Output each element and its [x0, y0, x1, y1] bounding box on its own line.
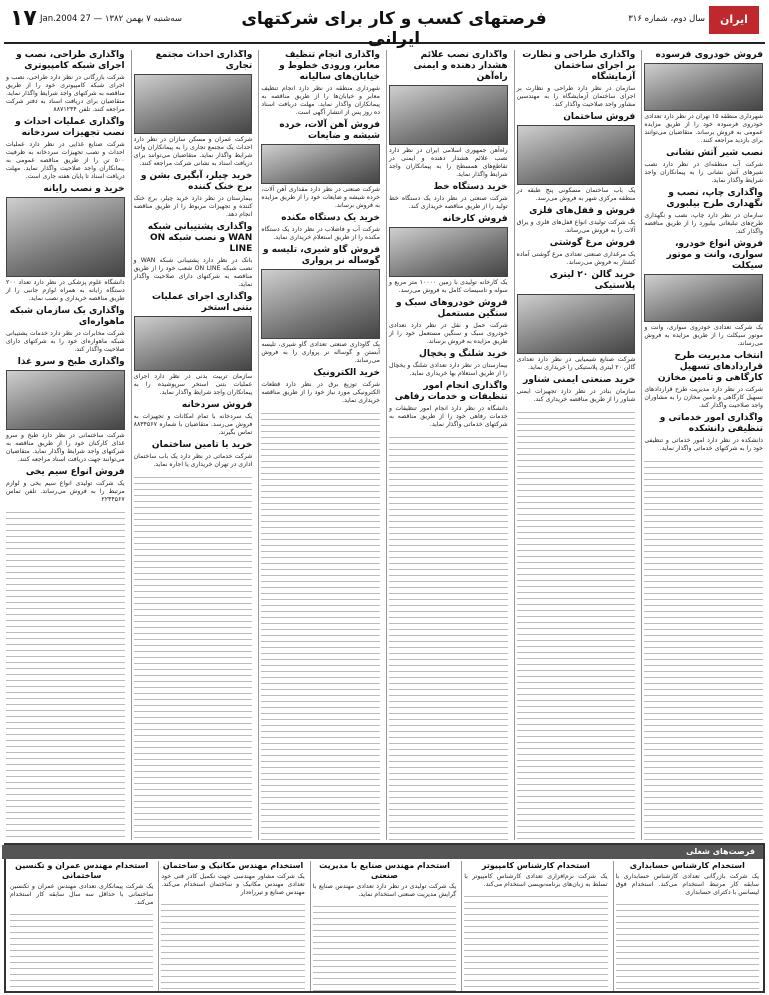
article-title: واگذاری طبخ و سرو غذا	[17, 357, 125, 367]
column	[641, 50, 765, 840]
article-title: خرید شلنگ و یخچال	[419, 349, 508, 359]
article-text: شرکت حمل و نقل در نظر دارد تعدادی خودروی سبک و سنگین مستعمل خود را از طریق مزایده به فروش برساند.	[388, 322, 508, 345]
article	[261, 120, 380, 210]
job-listing	[8, 861, 155, 991]
article	[644, 188, 763, 236]
article	[644, 351, 763, 410]
article-text: یک شرکت تولیدی انواع سیم یخی و لوازم مرتبط را به فروش می‌رساند. تلفن تماس ۲۲۳۴۵۶۷	[5, 480, 125, 503]
article	[134, 440, 253, 469]
article-text: شرکت صنعتی در نظر دارد یک دستگاه خط تولید را از طریق مناقصه خریداری کند.	[388, 195, 508, 210]
text-continuation	[464, 891, 607, 991]
article-text: دانشگاه علوم پزشکی در نظر دارد تعداد ۲۰۰ دستگاه رایانه به همراه لوازم جانبی را از طریق مناقصه خریداری و نصب نماید.	[5, 279, 125, 302]
article-title: فروش آهن آلات، خرده شیشه و ضایعات	[279, 120, 380, 141]
article-text: سازمان در نظر دارد چاپ، نصب و نگهداری طرح‌های تبلیغاتی بیلبورد را از طریق مناقصه واگذار کند.	[644, 212, 763, 235]
article-title: نصب شیر آتش نشانی	[666, 148, 763, 158]
article-title: فروش مرغ گوشتی	[549, 238, 636, 248]
article	[261, 245, 380, 365]
article-title: واگذاری عملیات احداث و نصب تجهیزات سردخانه	[15, 117, 125, 138]
page-number: ۱۷	[10, 6, 37, 31]
masthead-logo: ایران	[709, 6, 759, 34]
text-continuation	[161, 899, 304, 991]
article-text: دانشگاه در نظر دارد انجام امور تنظیفات و خدمات رفاهی خود را از طریق مناقصه به شرکتهای خدماتی واگذار نماید.	[388, 405, 508, 428]
job-title: استخدام مهندس مکانیک و ساختمان	[162, 861, 304, 870]
job-title: استخدام کارشناس حسابداری	[629, 861, 745, 870]
column	[131, 50, 255, 840]
article-text: سازمان بنادر در نظر دارد تجهیزات ایمنی شناور را از طریق مناقصه خریداری کند.	[516, 388, 636, 403]
article	[6, 467, 125, 504]
article-text: شرکت آب منطقه‌ای در نظر دارد نصب شیرهای آتش نشانی را به پیمانکاران واجد شرایط واگذار نماید.	[644, 161, 763, 184]
article-title: فروش انواع سیم یخی	[25, 467, 125, 477]
article-title: واگذاری نصب علائم هشدار دهنده و ایمنی راه‌آهن	[413, 50, 508, 82]
article	[261, 368, 380, 405]
job-text: یک شرکت مشاور مهندسی جهت تکمیل کادر فنی خود تعدادی مهندس مکانیک و ساختمان استخدام می‌کند. مهندس صنایع و تیرراه‌دار	[161, 873, 305, 896]
article-title: واگذاری یک سازمان شبکه ماهواره‌ای	[9, 306, 125, 327]
job-columns	[8, 861, 761, 991]
article-title: خرید چیلر، آبگیری بشن و برج خنک کننده	[140, 171, 253, 192]
article-text: یک شرکت تعدادی خودروی سواری، وانت و موتور سیکلت را از طریق مزایده به فروش می‌رساند.	[644, 324, 763, 347]
article-text: سازمان تربیت بدنی در نظر دارد اجرای عملیات بتنی استخر سرپوشیده را به پیمانکاران واجد شرایط واگذار نماید.	[133, 373, 253, 396]
article	[6, 306, 125, 354]
article-photo	[517, 294, 636, 354]
article	[389, 298, 508, 346]
article-text: شرکت صنایع شیمیایی در نظر دارد تعدادی گالن ۲۰ لیتری پلاستیکی را خریداری نماید.	[516, 356, 636, 371]
text-continuation	[261, 408, 380, 840]
job-listing	[158, 861, 306, 991]
article	[134, 292, 253, 397]
article-photo	[261, 144, 380, 184]
job-text: یک شرکت بازرگانی تعدادی کارشناس حسابداری با سابقه کار مرتبط استخدام می‌کند. استخدام فوق لیسانس با دکترای حسابداری	[615, 873, 759, 896]
article-title: فروش کارخانه	[442, 214, 508, 224]
article-title: واگذاری طراحی و نظارت بر اجرای ساختمان آزمایشگاه	[522, 50, 636, 82]
article-text: راه‌آهن جمهوری اسلامی ایران در نظر دارد نصب علائم هشدار دهنده و ایمنی در تقاطع‌های همسطح را به پیمانکاران واجد شرایط واگذار نماید.	[388, 147, 508, 178]
article	[517, 238, 636, 267]
article-text: یک گاوداری صنعتی تعدادی گاو شیری، تلیسه آبستن و گوساله نر پرواری را به فروش می‌رساند.	[261, 341, 380, 364]
article-title: واگذاری پشتیبانی شبکه WAN و نصب شبکه ON LINE	[147, 222, 253, 254]
article	[6, 50, 125, 114]
article	[134, 400, 253, 437]
article	[644, 413, 763, 453]
article	[644, 50, 763, 145]
article-text: بیمارستان در نظر دارد تعدادی شلنگ و یخچال را از طریق استعلام بها خریداری نماید.	[388, 362, 508, 377]
text-continuation	[517, 407, 636, 840]
article-text: دانشکده در نظر دارد امور خدماتی و تنظیفی خود را به شرکتهای خدماتی واگذار نماید.	[644, 437, 763, 452]
text-continuation	[313, 901, 456, 991]
article-title: خرید صنعتی ایمنی شناور	[523, 375, 636, 385]
article	[389, 214, 508, 295]
article-title: خرید یک دستگاه مکنده	[281, 213, 380, 223]
article-text: یک کارخانه تولیدی با زمین ۱۰۰۰۰ متر مربع و سوله و تاسیسات کامل به فروش می‌رسد.	[388, 279, 508, 294]
article-text: شرکت توزیع برق در نظر دارد قطعات الکترونیکی مورد نیاز خود را از طریق مناقصه خریداری نماید.	[261, 381, 380, 404]
column	[4, 50, 127, 840]
text-continuation	[616, 899, 759, 991]
article	[517, 375, 636, 404]
section-title: فرصتهای کسب و کار برای شرکتهای ایرانی	[241, 9, 547, 49]
article-text: شهرداری منطقه ۱۵ تهران در نظر دارد تعدادی خودروی فرسوده خود را از طریق مزایده عمومی به فروش برساند. متقاضیان می‌توانند برای بازدید مراجعه کنند.	[644, 113, 763, 144]
article	[389, 182, 508, 211]
job-listing	[613, 861, 761, 991]
column	[386, 50, 510, 840]
article	[6, 117, 125, 181]
job-text: یک شرکت تولیدی در نظر دارد تعدادی مهندس صنایع با گرایش مدیریت صنعتی استخدام نماید.	[312, 883, 457, 898]
job-section-heading: فرصت‌های شغلی	[2, 845, 763, 859]
article-title: واگذاری احداث مجتمع تجاری	[155, 50, 253, 71]
article-title: واگذاری امور خدماتی و تنظیفی دانشکده	[659, 413, 763, 434]
article	[517, 270, 636, 372]
article-title: واگذاری انجام تنظیف معابر، ورودی خطوط و خیابان‌های سالیانه	[279, 50, 380, 82]
article-title: فروش ساختمان	[563, 112, 636, 122]
article-title: فروش سردخانه	[181, 400, 253, 410]
article-title: واگذاری چاپ، نصب و نگهداری طرح بیلبوری	[666, 188, 763, 209]
job-opportunities-box	[4, 843, 765, 993]
issue-line: سه‌شنبه ۷ بهمن ۱۳۸۲ — 27 Jan.2004	[40, 14, 182, 24]
article-text: شرکت در نظر دارد مدیریت طرح قراردادهای تسهیل کارگاهی و تامین مخازن را به مشاوران واجد صلاحیت واگذار کند.	[644, 386, 763, 409]
issue-number: سال دوم، شماره ۳۱۶	[628, 14, 705, 24]
article-text: بیمارستان در نظر دارد خرید چیلر، برج خنک کننده و تجهیزات مربوط را از طریق مناقصه انجام دهد.	[133, 195, 253, 218]
article	[517, 206, 636, 235]
job-title: استخدام مهندس عمران و تکنسین ساختمانی	[15, 861, 149, 880]
article	[261, 50, 380, 117]
article	[6, 184, 125, 303]
job-text: یک شرکت نرم‌افزاری تعدادی کارشناس کامپیوتر با تسلط به زبان‌های برنامه‌نویسی استخدام می‌کند.	[464, 873, 608, 888]
article-text: شهرداری منطقه در نظر دارد انجام تنظیف معابر و خیابان‌ها را از طریق مناقصه به پیمانکاران واگذار نماید. مهلت دریافت اسناد ده روز پس از انتشار آگهی است.	[261, 85, 380, 116]
article-text: بانک در نظر دارد پشتیبانی شبکه WAN و نصب شبکه ON LINE شعب خود را از طریق مناقصه به شرکتهای دارای صلاحیت واگذار نماید.	[133, 257, 253, 288]
article	[517, 112, 636, 203]
article-title: خرید الکترونیک	[313, 368, 380, 378]
article-columns	[4, 50, 765, 840]
text-continuation	[6, 507, 125, 840]
page-header	[4, 2, 765, 49]
article-title: خرید گالن ۲۰ لیتری پلاستیکی	[549, 270, 636, 291]
article-photo	[261, 269, 380, 339]
article-title: فروش انواع خودرو، سواری، وانت و موتور سیکلت	[666, 239, 763, 271]
column	[514, 50, 638, 840]
job-listing	[461, 861, 609, 991]
article	[517, 50, 636, 109]
article-text: شرکت مخابرات در نظر دارد خدمات پشتیبانی شبکه ماهواره‌ای خود را به شرکتهای دارای صلاحیت واگذار کند.	[5, 330, 125, 353]
article	[134, 50, 253, 168]
article-text: شرکت ساختمانی در نظر دارد طبخ و سرو غذای کارکنان خود را از طریق مناقصه به شرکتهای واجد شرایط واگذار نماید. متقاضیان می‌توانند جهت دریافت اسناد مراجعه کنند.	[5, 432, 125, 463]
article-title: فروش و قفل‌های فلزی	[529, 206, 636, 216]
article-text: سازمان در نظر دارد طراحی و نظارت بر اجرای ساختمان آزمایشگاه را به مهندسین مشاور واجد صلاحیت واگذار کند.	[516, 85, 636, 108]
article-title: واگذاری طراحی، نصب و اجرای شبکه کامپیوتری	[16, 50, 125, 71]
article-photo	[6, 197, 125, 277]
article-title: واگذاری انجام امور تنظیفات و خدمات رفاهی	[394, 381, 508, 402]
article-photo	[517, 125, 636, 185]
article-title: خرید یا تامین ساختمان	[151, 440, 253, 450]
article-title: فروش گاو شیری، تلیسه و گوساله نر پرواری	[263, 245, 380, 266]
article-text: یک سردخانه با تمام امکانات و تجهیزات به فروش می‌رسد. متقاضیان با شماره ۸۸۳۴۵۶۷ تماس بگیرند.	[133, 413, 253, 436]
text-continuation	[644, 456, 763, 840]
article-text: شرکت بازرگانی در نظر دارد طراحی، نصب و اجرای شبکه کامپیوتری خود را از طریق مناقصه به شرکتهای واجد شرایط واگذار نماید. متقاضیان برای دریافت اسناد به دفتر شرکت مراجعه کنند. تلفن ۸۸۷۱۲۳۴	[5, 74, 125, 113]
job-title: استخدام مهندس صنایع با مدیریت صنعتی	[319, 861, 450, 880]
article	[389, 349, 508, 378]
article-text: شرکت صنایع غذایی در نظر دارد عملیات احداث و نصب تجهیزات سردخانه به ظرفیت ۵۰۰ تن را از طریق مناقصه عمومی به پیمانکاران واجد صلاحیت واگذار نماید. مهلت دریافت اسناد تا پایان هفته جاری است.	[5, 141, 125, 180]
article-title: فروش خودروی فرسوده	[655, 50, 763, 60]
article-text: شرکت صنعتی در نظر دارد مقداری آهن آلات، خرده شیشه و ضایعات خود را از طریق مزایده به فروش برساند.	[261, 186, 380, 209]
article-photo	[389, 227, 508, 277]
article-title: واگذاری اجرای عملیات بتنی استخر	[151, 292, 253, 313]
column	[258, 50, 382, 840]
job-text: یک شرکت پیمانکاری تعدادی مهندس عمران و تکنسین ساختمانی با حداقل سه سال سابقه کار استخدام می‌کند.	[9, 883, 154, 906]
article	[134, 222, 253, 289]
article-text: یک مرغداری صنعتی تعدادی مرغ گوشتی آماده کشتار به فروش می‌رساند.	[516, 251, 636, 266]
article	[644, 148, 763, 185]
article-text: یک شرکت تولیدی انواع قفل‌های فلزی و یراق آلات را به فروش می‌رساند.	[516, 219, 636, 234]
article-photo	[389, 85, 508, 145]
article	[261, 213, 380, 242]
article-photo	[134, 74, 253, 134]
article-text: شرکت آب و فاضلاب در نظر دارد یک دستگاه مکنده را از طریق استعلام خریداری نماید.	[261, 226, 380, 241]
article-photo	[644, 274, 763, 322]
text-continuation	[389, 432, 508, 840]
article-photo	[134, 316, 253, 371]
article-text: شرکت عمران و مسکن سازان در نظر دارد احداث یک مجتمع تجاری را به پیمانکاران واجد شرایط واگذار نماید. متقاضیان می‌توانند برای دریافت اسناد به نشانی شرکت مراجعه کنند.	[133, 136, 253, 167]
article	[134, 171, 253, 219]
article-title: خرید و نصب رایانه	[43, 184, 125, 194]
article	[6, 357, 125, 464]
article-title: انتخاب مدیریت طرح قراردادهای تسهیل کارگاهی و تامین مخازن	[657, 351, 763, 383]
text-continuation	[10, 909, 153, 991]
article	[644, 239, 763, 348]
article-title: فروش خودروهای سبک و سنگین مستعمل	[396, 298, 508, 319]
article	[389, 50, 508, 179]
article-text: شرکت خدماتی در نظر دارد یک باب ساختمان اداری در تهران خریداری یا اجاره نماید.	[133, 453, 253, 468]
article-text: یک باب ساختمان مسکونی پنج طبقه در منطقه مرکزی شهر به فروش می‌رسد.	[516, 187, 636, 202]
article	[389, 381, 508, 429]
article-photo	[644, 63, 763, 111]
job-listing	[310, 861, 458, 991]
text-continuation	[134, 472, 253, 840]
article-photo	[6, 370, 125, 430]
article-title: خرید دستگاه خط	[433, 182, 508, 192]
job-title: استخدام کارشناس کامپیوتر	[481, 861, 590, 870]
